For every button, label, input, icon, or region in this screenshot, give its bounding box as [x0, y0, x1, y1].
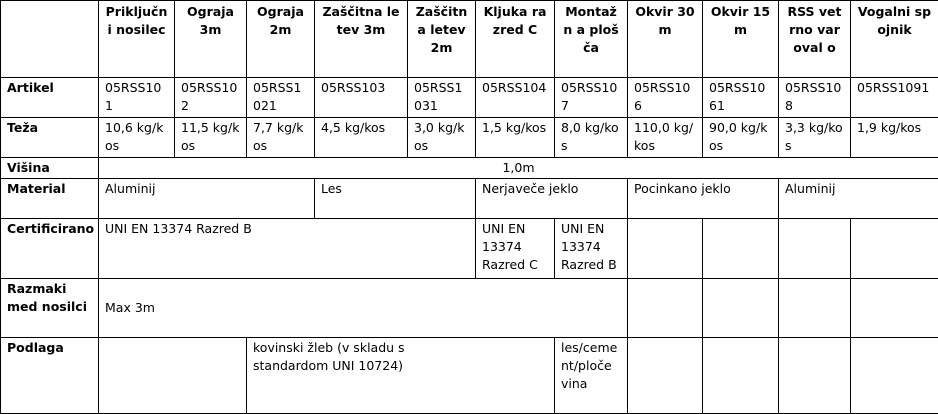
empty-cell	[703, 279, 779, 338]
table-cell: 7,7 kg/kos	[247, 118, 315, 158]
row-podlaga	[1, 338, 938, 414]
empty-cell	[851, 279, 938, 338]
col-header: Okvir 15m	[703, 1, 779, 78]
table-cell: Aluminij	[779, 179, 938, 219]
table-cell: 05RSS1021	[247, 78, 315, 118]
empty-cell	[851, 219, 938, 279]
table-cell: kovinski žleb (v skladu s standardom UNI 10724)	[247, 338, 555, 414]
table-cell: 05RSS1061	[703, 78, 779, 118]
col-header: Vogalni spojnik	[851, 1, 938, 78]
table-cell: 10,6 kg/kos	[99, 118, 175, 158]
table-cell: 05RSS107	[555, 78, 628, 118]
row-teza	[1, 118, 938, 158]
col-header: Priključni nosilec	[99, 1, 175, 78]
col-header: Ograja 3m	[175, 1, 247, 78]
table-cell: 1,9 kg/kos	[851, 118, 938, 158]
empty-cell	[779, 279, 851, 338]
row-material	[1, 179, 938, 219]
table-cell: UNI EN 13374 Razred C	[476, 219, 555, 279]
empty-cell	[628, 219, 703, 279]
col-header: Montažn a plošča	[555, 1, 628, 78]
table-cell: 8,0 kg/kos	[555, 118, 628, 158]
table-cell: UNI EN 13374 Razred B	[99, 219, 476, 279]
table-cell: Aluminij	[99, 179, 315, 219]
row-label: Podlaga	[1, 338, 99, 414]
empty-cell	[779, 219, 851, 279]
table-cell: 05RSS108	[779, 78, 851, 118]
row-visina	[1, 158, 938, 179]
corner-cell	[1, 1, 99, 78]
table-cell: 11,5 kg/kos	[175, 118, 247, 158]
table-cell: 4,5 kg/kos	[315, 118, 408, 158]
table-cell: 05RSS103	[315, 78, 408, 118]
table-cell: Max 3m	[99, 279, 628, 338]
empty-cell	[628, 338, 703, 414]
table-cell: Nerjaveče jeklo	[476, 179, 628, 219]
table-cell: Pocinkano jeklo	[628, 179, 779, 219]
row-label: Višina	[1, 158, 99, 179]
table-cell: UNI EN 13374 Razred B	[555, 219, 628, 279]
row-label: Certificirano	[1, 219, 99, 279]
table-cell: 3,0 kg/kos	[408, 118, 476, 158]
table-cell: les/cement/ploče vina	[555, 338, 628, 414]
table-cell: 05RSS101	[99, 78, 175, 118]
table-cell: 05RSS106	[628, 78, 703, 118]
table-cell: 110,0 kg/kos	[628, 118, 703, 158]
col-header: Ograja 2m	[247, 1, 315, 78]
header-row	[1, 1, 938, 78]
empty-cell	[628, 279, 703, 338]
row-label: Razmaki med nosilci	[1, 279, 99, 338]
table-cell: 3,3 kg/kos	[779, 118, 851, 158]
col-header: Zaščitna letev 3m	[315, 1, 408, 78]
col-header: Okvir 30m	[628, 1, 703, 78]
table-cell: 90,0 kg/kos	[703, 118, 779, 158]
table-cell: 05RSS1091	[851, 78, 938, 118]
col-header: Kljuka razred C	[476, 1, 555, 78]
table-cell: Les	[315, 179, 476, 219]
empty-cell	[851, 338, 938, 414]
col-header: Zaščitna letev 2m	[408, 1, 476, 78]
row-artikel	[1, 78, 938, 118]
row-label: Teža	[1, 118, 99, 158]
row-certificirano	[1, 219, 938, 279]
table-cell: 05RSS102	[175, 78, 247, 118]
table-cell: 1,5 kg/kos	[476, 118, 555, 158]
empty-cell	[99, 338, 247, 414]
table-cell: 1,0m	[99, 158, 938, 179]
empty-cell	[703, 219, 779, 279]
col-header: RSS vetrno varoval o	[779, 1, 851, 78]
empty-cell	[779, 338, 851, 414]
row-label: Artikel	[1, 78, 99, 118]
row-label: Material	[1, 179, 99, 219]
empty-cell	[703, 338, 779, 414]
table-cell: 05RSS1031	[408, 78, 476, 118]
row-razmaki	[1, 279, 938, 338]
table-cell: 05RSS104	[476, 78, 555, 118]
